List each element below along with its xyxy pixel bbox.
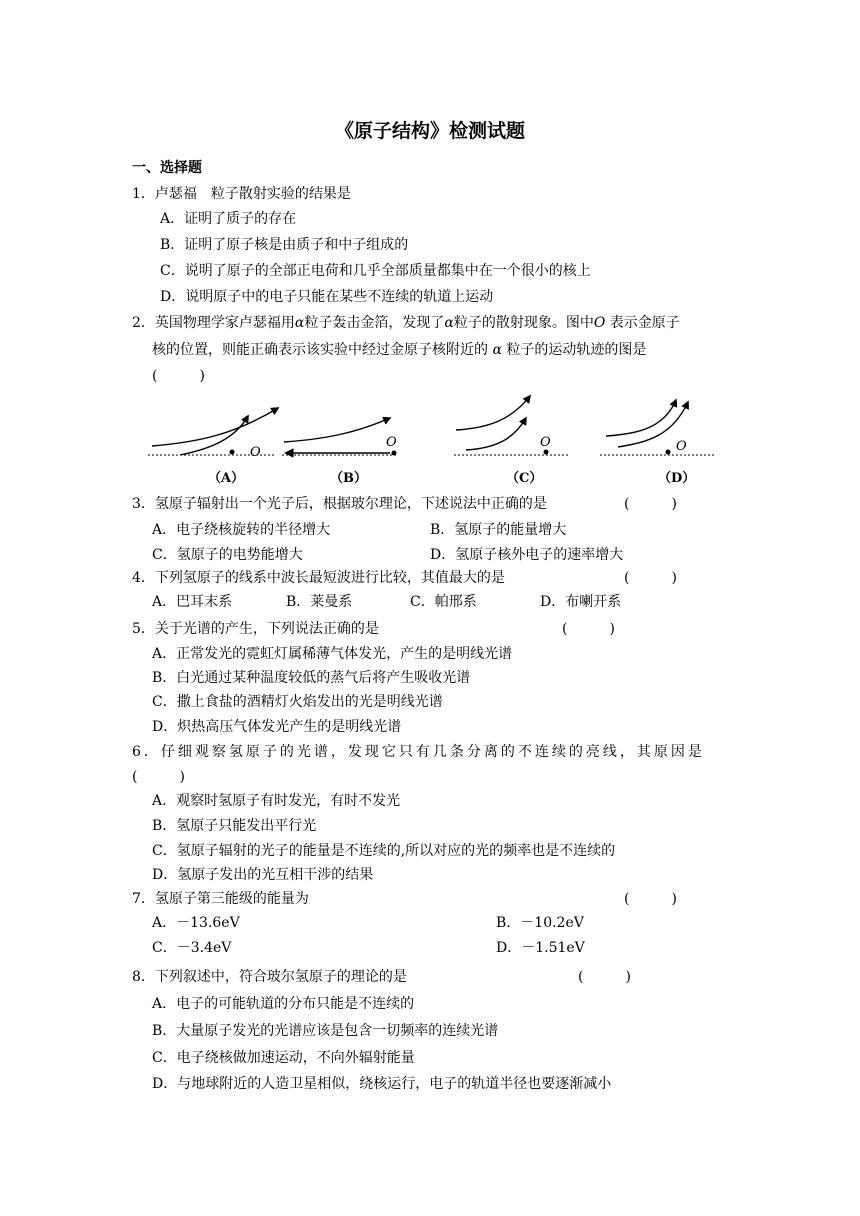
q3-option-a: A．电子绕核旋转的半径增大 [152, 522, 331, 538]
q1-option-b: B．证明了原子核是由质子和中子组成的 [160, 237, 409, 253]
section-heading: 一、选择题 [132, 160, 202, 176]
q8-option-b: B．大量原子发光的光谱应该是包含一切频率的连续光谱 [152, 1023, 499, 1039]
q6-option-b: B．氢原子只能发出平行光 [152, 818, 317, 834]
q4-stem: 4．下列氢原子的线系中波长最短波进行比较，其值最大的是 [132, 570, 505, 586]
q4-option-b: B．莱曼系 [286, 594, 353, 610]
q8-option-c: C．电子绕核做加速运动，不向外辐射能量 [152, 1050, 415, 1066]
q1-option-d: D．说明原子中的电子只能在某些不连续的轨道上运动 [160, 289, 494, 305]
q7-option-a: A．－13.6eV [152, 915, 240, 931]
q6-answer-paren: ( ) [132, 769, 185, 785]
q8-stem: 8．下列叙述中，符合玻尔氢原子的理论的是 [132, 969, 407, 985]
q2-text-2: 粒子轰击金箔，发现了 [304, 315, 445, 331]
figure-b [282, 418, 398, 486]
q6-stem: 6．仔细观察氢原子的光谱，发现它只有几条分离的不连续的亮线，其原因是 [132, 744, 705, 760]
q2-text-1: 2．英国物理学家卢瑟福用 [132, 315, 295, 331]
q4-option-a: A．巴耳末系 [152, 594, 233, 610]
q2-text-3: 粒子的散射现象。图中 [453, 315, 594, 331]
q2-stem-line2 [152, 341, 646, 359]
q5-stem: 5．关于光谱的产生，下列说法正确的是 [132, 621, 379, 637]
figure-c [454, 396, 570, 486]
figure-c-label: （C） [506, 471, 543, 486]
q3-option-c: C．氢原子的电势能增大 [152, 547, 303, 563]
figure-a-label: （A） [208, 471, 245, 486]
figure-b-label: （B） [330, 471, 367, 486]
figure-d [600, 400, 716, 486]
svg-text:O: O [250, 445, 261, 460]
q6-option-c: C．氢原子辐射的光子的能量是不连续的,所以对应的光的频率也是不连续的 [152, 843, 616, 859]
svg-text:O: O [386, 435, 397, 450]
q3-option-b: B．氢原子的能量增大 [430, 522, 567, 538]
q2-text-5: 核的位置，则能正确表示该实验中经过金原子核附近的 [152, 342, 488, 358]
q7-option-b: B．－10.2eV [496, 915, 584, 931]
q3-stem: 3．氢原子辐射出一个光子后，根据玻尔理论，下述说法中正确的是 [132, 496, 547, 512]
q2-text-6: 粒子的运动轨迹的图是 [506, 342, 647, 358]
o-symbol: O [593, 315, 606, 331]
q8-option-a: A．电子的可能轨道的分布只能是不连续的 [152, 996, 415, 1012]
alpha-scattering-figures [140, 394, 720, 486]
q5-option-b: B．白光通过某种温度较低的蒸气后将产生吸收光谱 [152, 670, 471, 686]
alpha-symbol: α [444, 315, 454, 331]
svg-text:O: O [676, 439, 687, 454]
q1-stem: 1．卢瑟福 粒子散射实验的结果是 [132, 186, 351, 202]
q5-option-d: D．炽热高压气体发光产生的是明线光谱 [152, 719, 402, 735]
q5-answer-paren: ( ) [562, 621, 615, 637]
q4-answer-paren: ( ) [624, 570, 677, 586]
q8-option-d: D．与地球附近的人造卫星相似，绕核运行，电子的轨道半径也要逐渐减小 [152, 1076, 612, 1092]
q4-option-d: D．布喇开系 [540, 594, 622, 610]
q7-option-c: C．－3.4eV [152, 940, 232, 956]
q2-text-4: 表示金原子 [605, 315, 680, 331]
figure-d-label: （D） [658, 471, 696, 486]
q7-option-d: D．－1.51eV [496, 940, 585, 956]
page-title: 《原子结构》检测试题 [334, 120, 525, 142]
q2-stem-line1 [132, 314, 680, 332]
q6-option-a: A．观察时氢原子有时发光，有时不发光 [152, 793, 401, 809]
q1-option-c: C．说明了原子的全部正电荷和几乎全部质量都集中在一个很小的核上 [160, 263, 591, 279]
figure-a [148, 408, 278, 486]
q6-option-d: D．氢原子发出的光互相干涉的结果 [152, 867, 374, 883]
q7-stem: 7．氢原子第三能级的能量为 [132, 891, 309, 907]
q2-answer-paren: ( ) [152, 368, 205, 384]
q3-option-d: D．氢原子核外电子的速率增大 [430, 547, 624, 563]
q4-option-c: C．帕邢系 [410, 594, 477, 610]
svg-text:O: O [540, 435, 551, 450]
alpha-symbol: α [294, 315, 305, 331]
q5-option-a: A．正常发光的霓虹灯属稀薄气体发光，产生的是明线光谱 [152, 646, 513, 662]
q7-answer-paren: ( ) [624, 891, 677, 907]
q5-option-c: C．撒上食盐的酒精灯火焰发出的光是明线光谱 [152, 694, 443, 710]
q3-answer-paren: ( ) [624, 496, 677, 512]
alpha-symbol: α [492, 342, 502, 358]
q8-answer-paren: ( ) [578, 969, 631, 985]
q1-option-a: A．证明了质子的存在 [160, 211, 297, 227]
